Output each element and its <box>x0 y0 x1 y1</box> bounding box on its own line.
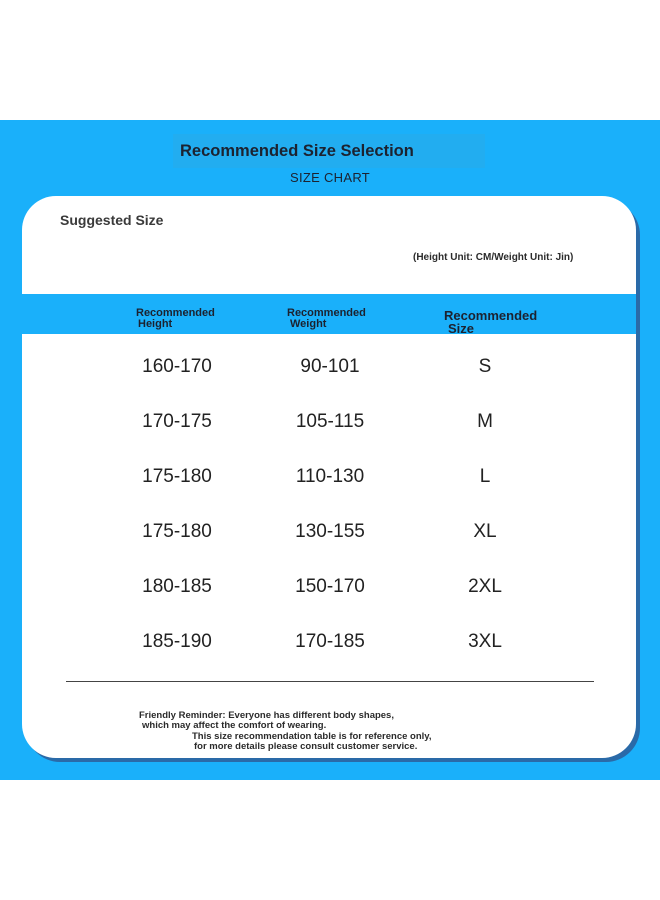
weight-cell: 110-130 <box>295 466 365 487</box>
size-cell: XL <box>473 521 497 542</box>
table-row <box>22 572 636 602</box>
page-subtitle: SIZE CHART <box>289 170 371 185</box>
height-cell: 160-170 <box>142 356 212 377</box>
height-cell: 185-190 <box>142 631 212 652</box>
page-title: Recommended Size Selection <box>180 142 414 160</box>
friendly-reminder: Friendly Reminder: Everyone has different body shapes, which may affect the comfort of wearing. <box>139 710 394 731</box>
size-cell: M <box>477 411 493 432</box>
weight-cell: 150-170 <box>295 576 365 597</box>
table-row <box>22 407 636 437</box>
height-cell: 170-175 <box>142 411 212 432</box>
size-cell: 2XL <box>468 576 502 597</box>
divider <box>66 681 594 682</box>
weight-cell: 90-101 <box>300 356 360 377</box>
table-row <box>22 462 636 492</box>
reference-disclaimer: This size recommendation table is for reference only, for more details please consult customer service. <box>192 731 432 752</box>
units-note: (Height Unit: CM/Weight Unit: Jin) <box>413 252 574 263</box>
height-cell: 180-185 <box>142 576 212 597</box>
weight-cell: 105-115 <box>295 411 365 432</box>
table-row <box>22 627 636 657</box>
card-heading: Suggested Size <box>60 212 164 228</box>
weight-cell: 170-185 <box>295 631 365 652</box>
size-cell: 3XL <box>468 631 502 652</box>
table-row <box>22 517 636 547</box>
height-cell: 175-180 <box>142 521 212 542</box>
column-header-size: Recommended Size <box>444 308 538 336</box>
weight-cell: 130-155 <box>295 521 365 542</box>
column-header-weight: Recommended Weight <box>287 307 366 330</box>
column-header-height: Recommended Height <box>136 307 215 330</box>
size-cell: L <box>479 466 491 487</box>
size-cell: S <box>478 356 492 377</box>
size-card <box>22 196 636 758</box>
table-row <box>22 352 636 382</box>
height-cell: 175-180 <box>142 466 212 487</box>
